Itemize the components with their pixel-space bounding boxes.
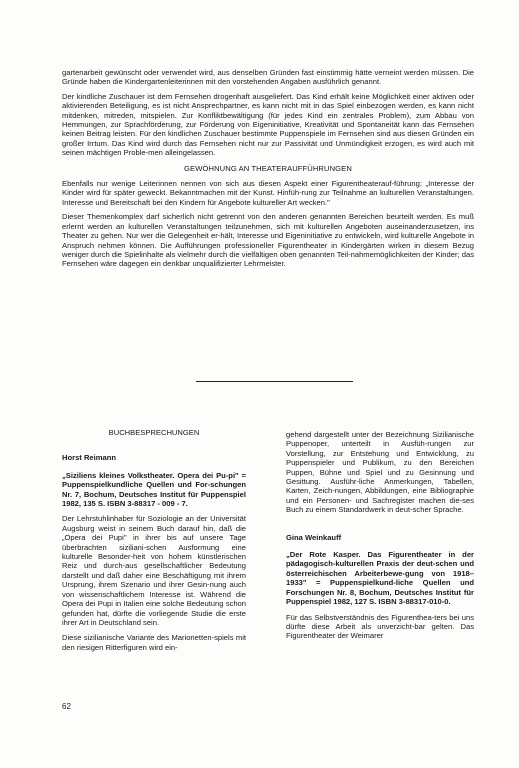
section-heading: GEWÖHNUNG AN THEATERAUFFÜHRUNGEN	[184, 163, 352, 173]
review-author: Horst Reimann	[62, 453, 117, 463]
review-paragraph: gehend dargestellt unter der Bezeichnung Sizilianische Puppenoper, unterteilt in Ausfüh-rungen zur Vorstellung, zur Entstehung und Entwicklung, zu Puppenspieler und Publikum, zu den Bereichen Puppen, Bühne und Spiel und zu Gesinnung und Gesittung. Ausführ-liche Anmerkungen, Tabellen, Karten, Zeich-nungen, Abbildungen, eine Bibliographie und ein Personen- und Sachregister machen die-ses Buch zu einem Standardwerk in deut-scher Sprache.	[286, 430, 474, 515]
book-reviews-left-column	[62, 428, 246, 658]
paragraph: gartenarbeit gewünscht oder verwendet wird, aus denselben Gründen fast einstimmig hätte verneint werden müssen. Die Gründe haben die Kindergartenleiterinnen mit den vorstehenden Angaben ausführlich genannt.	[62, 68, 474, 87]
book-citation: „Der Rote Kasper. Das Figurentheater in der pädagogisch-kulturellen Praxis der deut-schen und österreichischen Arbeiterbewe-gung von 1918–1933" = Puppenspielkund-liche Quellen und Forschungen Nr. 8, Bochum, Deutsches Institut für Puppenspiel 1982, 127 S. ISBN 3-88317-010-0.	[286, 550, 474, 607]
review-author: Gina Weinkauff	[286, 532, 342, 542]
paragraph: Der kindliche Zuschauer ist dem Fernsehen drogenhaft ausgeliefert. Das Kind erhält keine Möglichkeit einer aktiven oder aktivierenden Beteiligung, es ist nicht Ansprechpartner, es kann nicht mit in das Spiel einbezogen werden, es kann nicht mitdenken, mitreden, mitspielen. Zur Konfliktbewältigung (für jedes Kind ein zentrales Problem), zum Abbau von Hemmungen, zur Sprachförderung, zur Förderung von Eigeninitiative, Kreativität und Spontaneität kann das Fernsehen keinen Beitrag leisten. Für den kindlichen Zuschauer bestimmte Puppenspiele im Fernsehen sind aus diesen Gründen ein großer Irrtum. Das Kind wird durch das Fernsehen nicht nur zur Passivität und Unmündigkeit erzogen, es wird auch mit seinen mächtigen Proble-men alleingelassen.	[62, 91, 474, 158]
review-paragraph: Diese sizilianische Variante des Marionetten-spiels mit den riesigen Ritterfiguren wird ein-	[62, 633, 246, 652]
book-citation: „Siziliens kleines Volkstheater. Opera dei Pu-pi" = Puppenspielkundliche Quellen und For-schungen Nr. 7, Bochum, Deutsches Institut für Puppenspiel 1982, 135 S. ISBN 3-88317 - 009 - 7.	[62, 470, 246, 509]
paragraph: Dieser Themenkomplex darf sicherlich nicht getrennt von den anderen genannten Bereichen beurteilt werden. Es muß erlernt werden an kulturellen Veranstaltungen teilzunehmen, sich mit kulturellen Angeboten auseinanderzusetzen, ins Theater zu gehen. Nur wer die Gelegenheit er-hält, Interesse und Eigeninitiative zu entwickeln, wird kulturelle Angebote in Anspruch nehmen können. Die Aufführungen professioneller Figurentheater in Kindergärten wirken in diesem Bezug weniger durch die Spielinhalte als vielmehr durch die vielfältigen oben genannten Teil-nahmemöglichkeiten der Kinder; das Fernsehen wäre dagegen ein denkbar unqualifizierter Lehrmeister.	[62, 212, 474, 269]
book-reviews-right-column	[286, 430, 474, 647]
review-paragraph: Für das Selbstverständnis des Figurenthea-ters bei uns dürfte diese Arbeit als unverzicht-bar gelten. Das Figurentheater der Weimarer	[286, 612, 474, 641]
paragraph: Ebenfalls nur wenige Leiterinnen nennen von sich aus diesen Aspekt einer Figurentheaterauf-führung: „Interesse der Kinder wird für später geweckt. Bekanntmachen mit der Kunst. Hinfüh-rung zur Teilnahme an kulturellen Veranstaltungen. Interesse und Bereitschaft bei den Kindern für Angebote kultureller Art wecken."	[62, 179, 474, 207]
book-reviews-heading: BUCHBESPRECHUNGEN	[108, 428, 200, 437]
page-number: 62	[62, 702, 71, 711]
section-divider	[196, 381, 353, 382]
article-continuation	[62, 68, 474, 274]
review-paragraph: Der Lehrstuhlinhaber für Soziologie an der Universität Augsburg weist in seinem Buch darauf hin, daß die „Opera dei Pupi" in ihrer bis auf unsere Tage überbrachten siziliani-schen Ausformung eine kulturelle Besonder-heit von hohem künstlerischen Reiz und durch-aus gesellschaftlicher Bedeutung darstellt und daß daher eine Beschäftigung mit ihrem Ursprung, ihrem Szenario und ihrer Gesin-nung auch von wissenschaftlichem Interesse ist. Während die Opera dei Pupi in Italien eine solche Bedeutung schon gefunden hat, dürfte die vorliegende Studie die erste ihrer Art in Deutschland sein.	[62, 514, 246, 627]
